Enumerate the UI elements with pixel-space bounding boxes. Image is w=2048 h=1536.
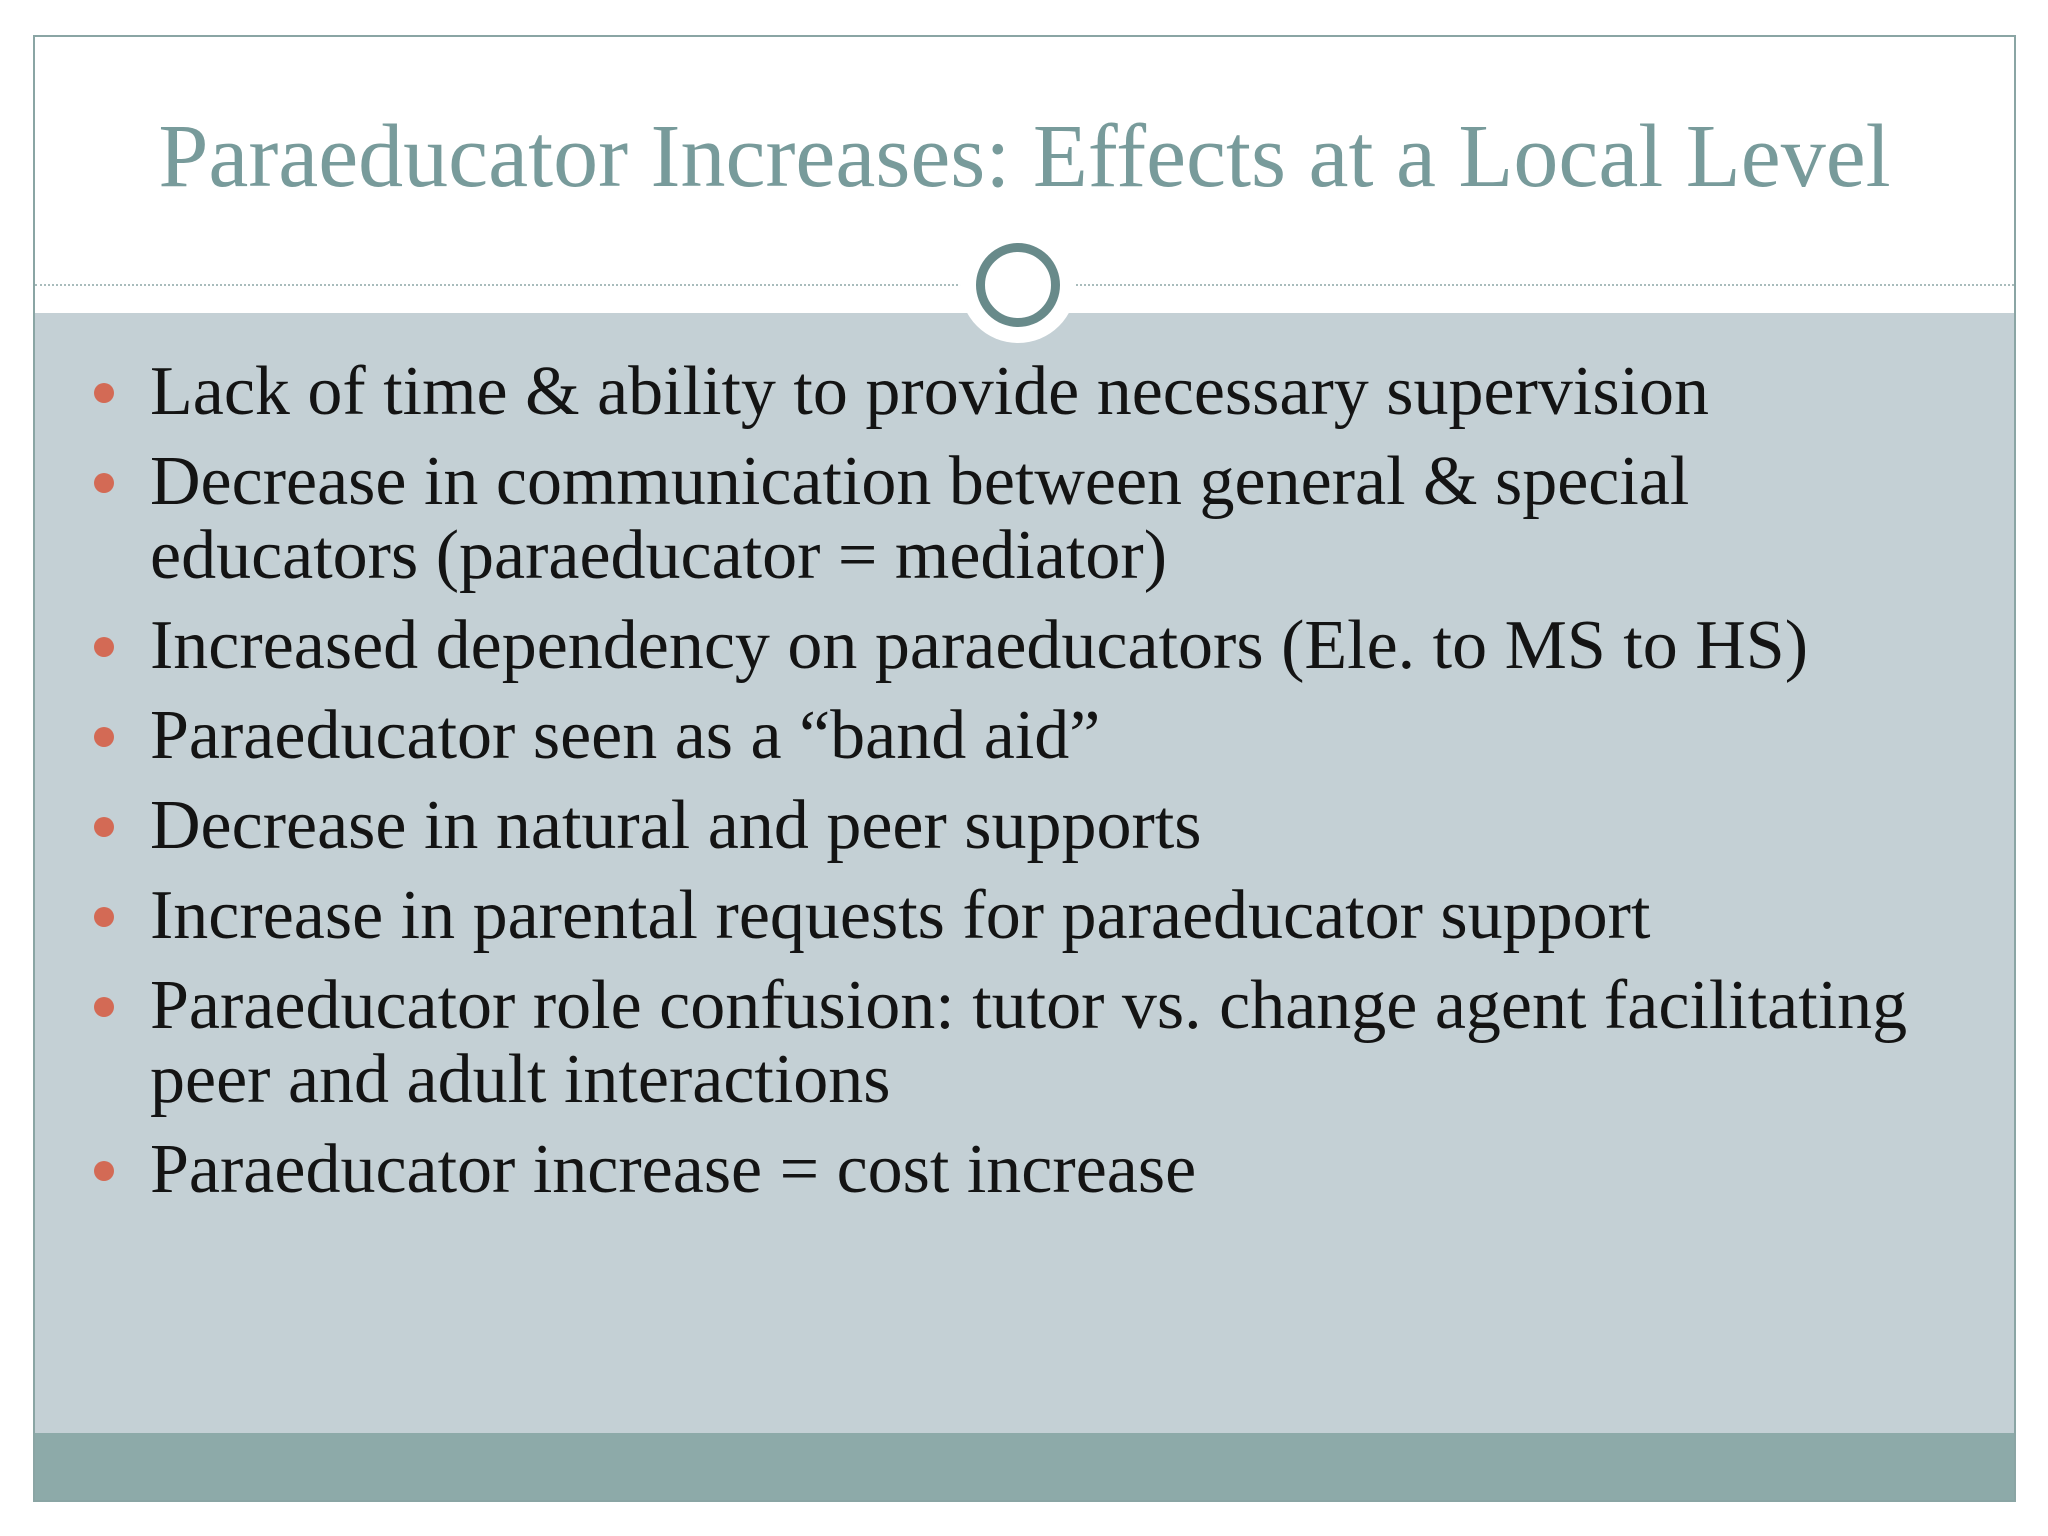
bullet-item (35, 1133, 2014, 1207)
bullet-dot-icon (94, 383, 114, 403)
bullet-dot-icon (94, 1161, 114, 1181)
bullet-text: Increase in parental requests for paraeducator support (150, 877, 1651, 954)
bullet-dot-icon (94, 997, 114, 1017)
bullet-item (35, 445, 2014, 593)
circle-ornament-icon (960, 227, 1076, 343)
bullet-text: Paraeducator seen as a “band aid” (150, 697, 1101, 774)
slide (33, 35, 2016, 1502)
bullet-item (35, 699, 2014, 773)
bullet-dot-icon (94, 817, 114, 837)
bullet-item (35, 969, 2014, 1117)
bullet-item (35, 879, 2014, 953)
bullet-text: Paraeducator role confusion: tutor vs. change agent facilitating peer and adult interactions (150, 967, 1908, 1118)
bullet-text: Decrease in communication between general & special educators (paraeducator = mediator) (150, 443, 1690, 594)
bullet-dot-icon (94, 907, 114, 927)
bullet-item (35, 789, 2014, 863)
bullet-list (35, 355, 2014, 1223)
bullet-dot-icon (94, 473, 114, 493)
bullet-text: Paraeducator increase = cost increase (150, 1131, 1197, 1208)
slide-title: Paraeducator Increases: Effects at a Local Level (158, 107, 1891, 206)
footer-band (35, 1433, 2014, 1502)
bullet-dot-icon (94, 637, 114, 657)
bullet-dot-icon (94, 727, 114, 747)
bullet-item (35, 355, 2014, 429)
ring-shape (976, 243, 1060, 327)
bullet-text: Lack of time & ability to provide necessary supervision (150, 353, 1710, 430)
bullet-text: Decrease in natural and peer supports (150, 787, 1202, 864)
bullet-item (35, 609, 2014, 683)
bullet-text: Increased dependency on paraeducators (Ele. to MS to HS) (150, 607, 1809, 684)
